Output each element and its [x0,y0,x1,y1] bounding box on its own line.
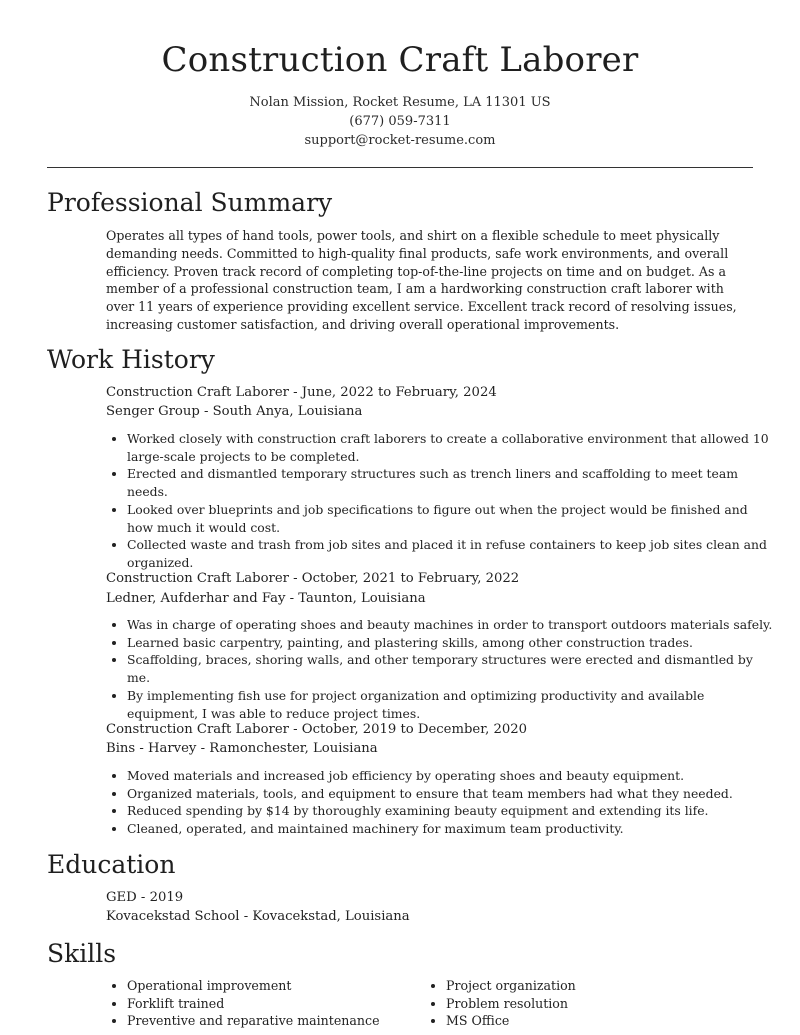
contact-phone: (677) 059-7311 [349,114,451,129]
skill-item: • MS Office [446,1012,746,1030]
job-bullet: • Scaffolding, braces, shoring walls, and other temporary structures were erected and dismantled by me. [127,651,777,686]
job-bullet: • Cleaned, operated, and maintained machinery for maximum team productivity. [127,820,777,838]
job-title: Construction Craft Laborer - October, 2021 to February, 2022 [106,571,520,586]
skill-item: • Project organization [446,977,746,995]
contact-email: support@rocket-resume.com [304,133,496,148]
skill-item: • Problem resolution [446,995,746,1013]
job-title: Construction Craft Laborer - June, 2022 to February, 2024 [106,385,497,400]
job-title: Construction Craft Laborer - October, 2019 to December, 2020 [106,722,528,737]
skill-item: • Preventive and reparative maintenance [127,1012,427,1030]
job-company: Bins - Harvey - Ramonchester, Louisiana [106,741,378,756]
job-bullet: • Reduced spending by $14 by thoroughly examining beauty equipment and extending its life. [127,802,777,820]
job-bullet: • Organized materials, tools, and equipment to ensure that team members had what they needed. [127,785,777,803]
header-divider [47,167,753,168]
job-bullets [106,767,777,838]
job-bullet: • Moved materials and increased job efficiency by operating shoes and beauty equipment. [127,767,777,785]
job-bullet: • By implementing fish use for project organization and optimizing productivity and available equipment, I was able to reduce project times. [127,687,777,722]
summary-text: Operates all types of hand tools, power tools, and shirt on a flexible schedule to meet physically demanding needs. Committed to high-quality final products, safe work environments, and overall efficiency. Proven track record of completing top-of-the-line projects on time and on budget. As a member of a professional construction team, I am a hardworking construction craft laborer with over 11 years of experience providing excellent service. Excellent track record of resolving issues, increasing customer satisfaction, and driving overall operational improvements. [106,228,737,332]
skills-heading: Skills [47,939,117,968]
resume-title: Construction Craft Laborer [161,40,639,80]
contact-block [0,93,800,150]
job-bullet: • Learned basic carpentry, painting, and plastering skills, among other construction trades. [127,634,777,652]
education-degree: GED - 2019 [106,890,184,905]
job-bullet: • Was in charge of operating shoes and beauty machines in order to transport outdoors materials safely. [127,616,777,634]
skill-item: • Forklift trained [127,995,427,1013]
job-bullet: • Worked closely with construction craft laborers to create a collaborative environment that allowed 10 large-scale projects to be completed. [127,430,777,465]
work-heading: Work History [47,345,215,374]
summary-heading: Professional Summary [47,188,333,217]
education-school: Kovacekstad School - Kovacekstad, Louisiana [106,909,410,924]
skill-item: • Operational improvement [127,977,427,995]
contact-address: Nolan Mission, Rocket Resume, LA 11301 US [249,95,551,110]
job-bullet: • Looked over blueprints and job specifications to figure out when the project would be finished and how much it would cost. [127,501,777,536]
job-bullets [106,616,777,722]
education-heading: Education [47,850,176,879]
skills-list-right [425,977,746,1030]
job-bullet: • Collected waste and trash from job sites and placed it in refuse containers to keep job sites clean and organized. [127,536,777,571]
job-company: Ledner, Aufderhar and Fay - Taunton, Louisiana [106,591,426,606]
skills-list-left [106,977,427,1030]
job-bullet: • Erected and dismantled temporary structures such as trench liners and scaffolding to meet team needs. [127,465,777,500]
job-bullets [106,430,777,572]
job-company: Senger Group - South Anya, Louisiana [106,404,363,419]
